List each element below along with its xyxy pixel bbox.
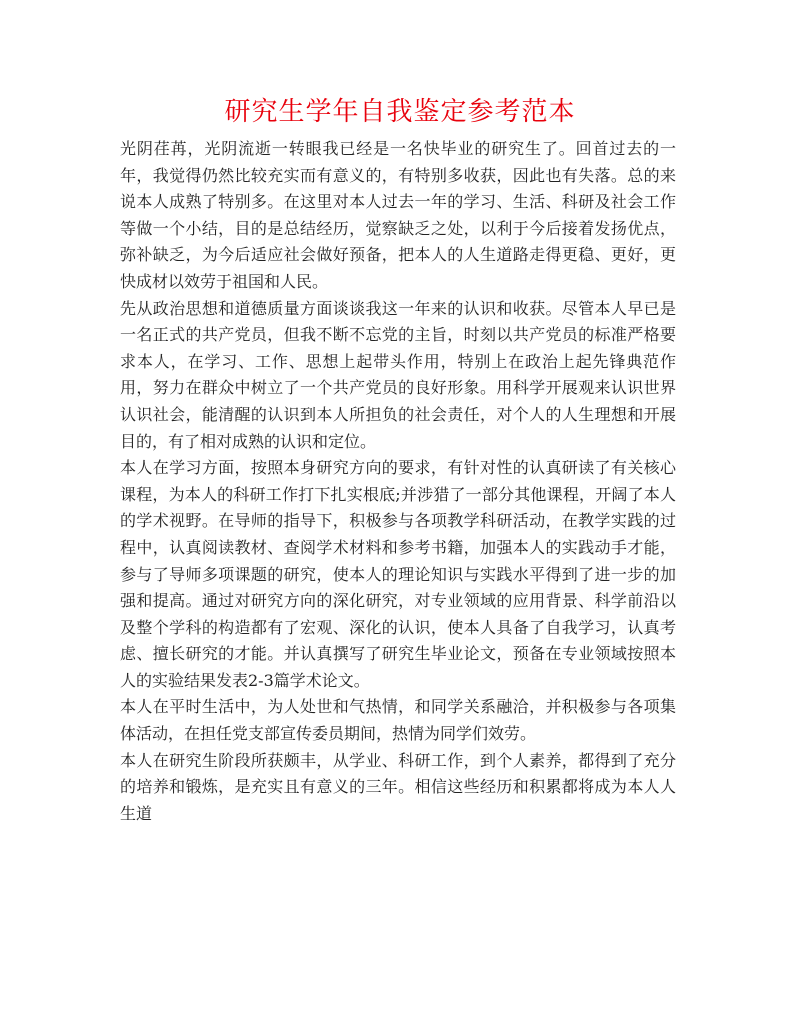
- paragraph-intro: 光阴荏苒，光阴流逝一转眼我已经是一名快毕业的研究生了。回首过去的一年，我觉得仍然比较充实而有意义的，有特别多收获，因此也有失落。总的来说本人成熟了特别多。在这里对本人过去一年的学习、生活、科研及社会工作等做一个小结，目的是总结经历，觉察缺乏之处，以利于今后接着发扬优点，弥补缺乏，为今后适应社会做好预备，把本人的人生道路走得更稳、更好，更快成材以效劳于祖国和人民。: [120, 139, 676, 291]
- paragraph-political-thought: 先从政治思想和道德质量方面谈谈我这一年来的认识和收获。尽管本人早已是一名正式的共产党员，但我不断不忘党的主旨，时刻以共产党员的标准严格要求本人，在学习、工作、思想上起带头作用，特别上在政治上起先锋典范作用，努力在群众中树立了一个共产党员的良好形象。用科学开展观来认识世界认识社会，能清醒的认识到本人所担负的社会责任，对个人的人生理想和开展目的，有了相对成熟的认识和定位。: [120, 298, 676, 451]
- paragraph-study: 本人在学习方面，按照本身研究方向的要求，有针对性的认真研读了有关核心课程，为本人的科研工作打下扎实根底;并涉猎了一部分其他课程，开阔了本人的学术视野。在导师的指导下，积极参与各项教学科研活动，在教学实践的过程中，认真阅读教材、查阅学术材料和参考书籍，加强本人的实践动手才能，参与了导师多项课题的研究，使本人的理论知识与实践水平得到了进一步的加强和提高。通过对研究方向的深化研究，对专业领域的应用背景、科学前沿以及整个学科的构造都有了宏观、深化的认识，使本人具备了自我学习，认真考虑、擅长研究的才能。并认真撰写了研究生毕业论文，预备在专业领域按照本人的实验结果发表2-3篇学术论文。: [120, 458, 676, 690]
- paragraph-daily-life: 本人在平时生活中，为人处世和气热情，和同学关系融洽，并积极参与各项集体活动，在担任党支部宣传委员期间，热情为同学们效劳。: [120, 697, 676, 744]
- paragraph-conclusion: 本人在研究生阶段所获颇丰，从学业、科研工作，到个人素养，都得到了充分的培养和锻炼，是充实且有意义的三年。相信这些经历和积累都将成为本人人生道: [120, 750, 676, 823]
- document-title: 研究生学年自我鉴定参考范本: [224, 97, 576, 127]
- document-body: [120, 136, 676, 827]
